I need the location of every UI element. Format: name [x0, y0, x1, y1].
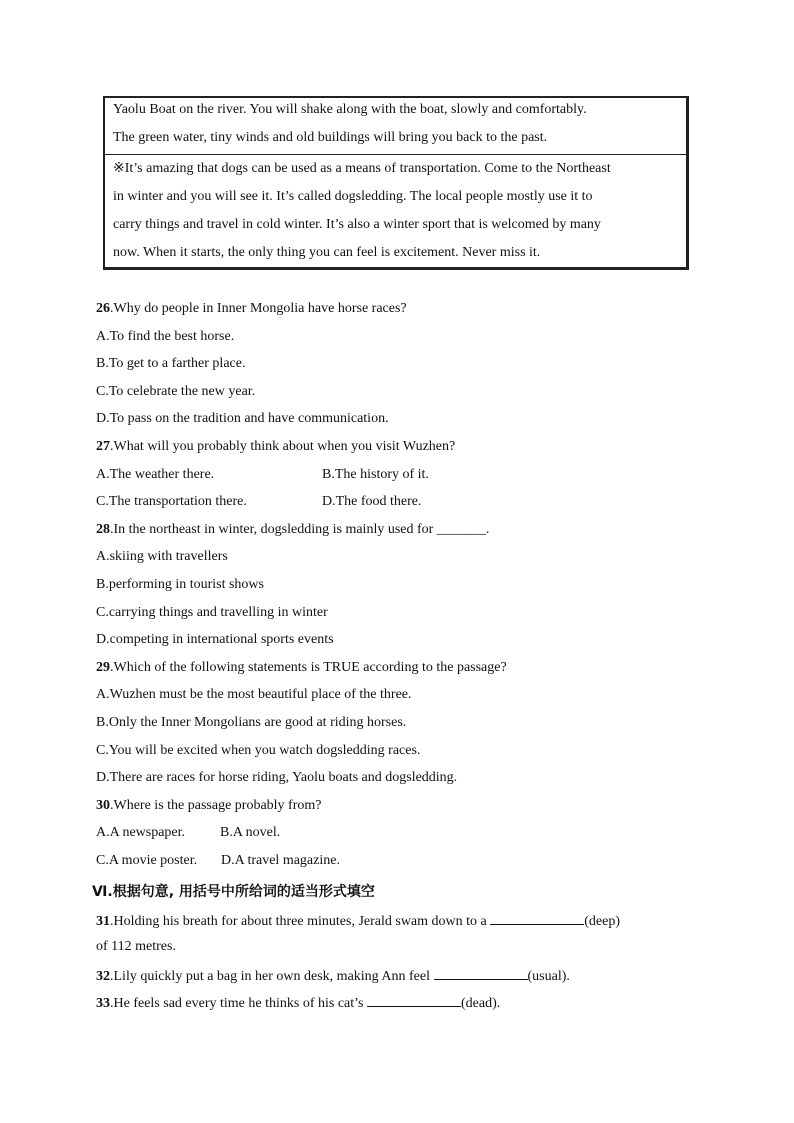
option-28-c: C.carrying things and travelling in winter: [96, 605, 328, 620]
passage-line: The green water, tiny winds and old buildings will bring you back to the past.: [113, 130, 548, 145]
hint-word: (deep): [584, 914, 621, 929]
passage-line: carry things and travel in cold winter. It’s also a winter sport that is welcomed by many: [113, 217, 601, 232]
section-title: Ⅵ.根据句意, 用括号中所给词的适当形式填空: [92, 884, 375, 900]
passage-line: ※It’s amazing that dogs can be used as a means of transportation. Come to the Northeast: [113, 161, 611, 176]
option-26-d: D.To pass on the tradition and have communication.: [96, 411, 389, 426]
question-number: 26: [96, 301, 110, 316]
option-26-c: C.To celebrate the new year.: [96, 384, 256, 399]
option-27-b: B.The history of it.: [322, 467, 429, 482]
question-32: [96, 967, 570, 985]
question-text: .In the northeast in winter, dogsledding is mainly used for _______.: [110, 522, 490, 537]
option-27-d: D.The food there.: [322, 494, 422, 509]
option-29-b: B.Only the Inner Mongolians are good at riding horses.: [96, 715, 407, 730]
option-29-d: D.There are races for horse riding, Yaolu boats and dogsledding.: [96, 770, 458, 785]
option-26-a: A.To find the best horse.: [96, 329, 235, 344]
hint-word: (dead).: [460, 996, 501, 1011]
question-text: .Lily quickly put a bag in her own desk, making Ann feel: [110, 969, 434, 984]
option-30-c: C.A movie poster.: [96, 853, 198, 868]
question-30-stem: [96, 798, 321, 814]
question-text: .Why do people in Inner Mongolia have horse races?: [110, 301, 407, 316]
option-28-a: A.skiing with travellers: [96, 549, 228, 564]
option-29-c: C.You will be excited when you watch dogsledding races.: [96, 743, 421, 758]
question-31: [96, 912, 620, 930]
answer-blank[interactable]: [367, 994, 461, 1007]
option-30-a: A.A newspaper.: [96, 825, 186, 840]
passage-line: Yaolu Boat on the river. You will shake along with the boat, slowly and comfortably.: [113, 102, 587, 117]
option-27-a: A.The weather there.: [96, 467, 215, 482]
option-30-d: D.A travel magazine.: [221, 853, 340, 868]
hint-word: (usual).: [527, 969, 570, 984]
question-number: 29: [96, 660, 110, 675]
question-text: .What will you probably think about when you visit Wuzhen?: [110, 439, 456, 454]
answer-blank[interactable]: [490, 912, 584, 925]
option-28-d: D.competing in international sports events: [96, 632, 334, 647]
passage-box: [103, 96, 689, 270]
question-number: 33: [96, 996, 110, 1011]
question-number: 31: [96, 914, 110, 929]
passage-box-top-cell: [105, 98, 686, 155]
question-28-stem: [96, 522, 489, 538]
passage-line: in winter and you will see it. It’s called dogsledding. The local people mostly use it to: [113, 189, 593, 204]
option-29-a: A.Wuzhen must be the most beautiful place of the three.: [96, 687, 412, 702]
question-26-stem: [96, 301, 407, 317]
question-number: 32: [96, 969, 110, 984]
passage-line: now. When it starts, the only thing you can feel is excitement. Never miss it.: [113, 245, 541, 260]
question-27-stem: [96, 439, 455, 455]
question-text: .Where is the passage probably from?: [110, 798, 322, 813]
question-text: .Holding his breath for about three minutes, Jerald swam down to a: [110, 914, 491, 929]
question-31-continued: of 112 metres.: [96, 939, 176, 954]
answer-blank[interactable]: [434, 967, 528, 980]
option-26-b: B.To get to a farther place.: [96, 356, 246, 371]
question-text: .He feels sad every time he thinks of his cat’s: [110, 996, 367, 1011]
option-28-b: B.performing in tourist shows: [96, 577, 264, 592]
question-33: [96, 994, 500, 1012]
question-text: .Which of the following statements is TRUE according to the passage?: [110, 660, 507, 675]
option-27-c: C.The transportation there.: [96, 494, 247, 509]
question-number: 27: [96, 439, 110, 454]
option-30-b: B.A novel.: [220, 825, 281, 840]
question-number: 30: [96, 798, 110, 813]
question-29-stem: [96, 660, 507, 676]
question-number: 28: [96, 522, 110, 537]
